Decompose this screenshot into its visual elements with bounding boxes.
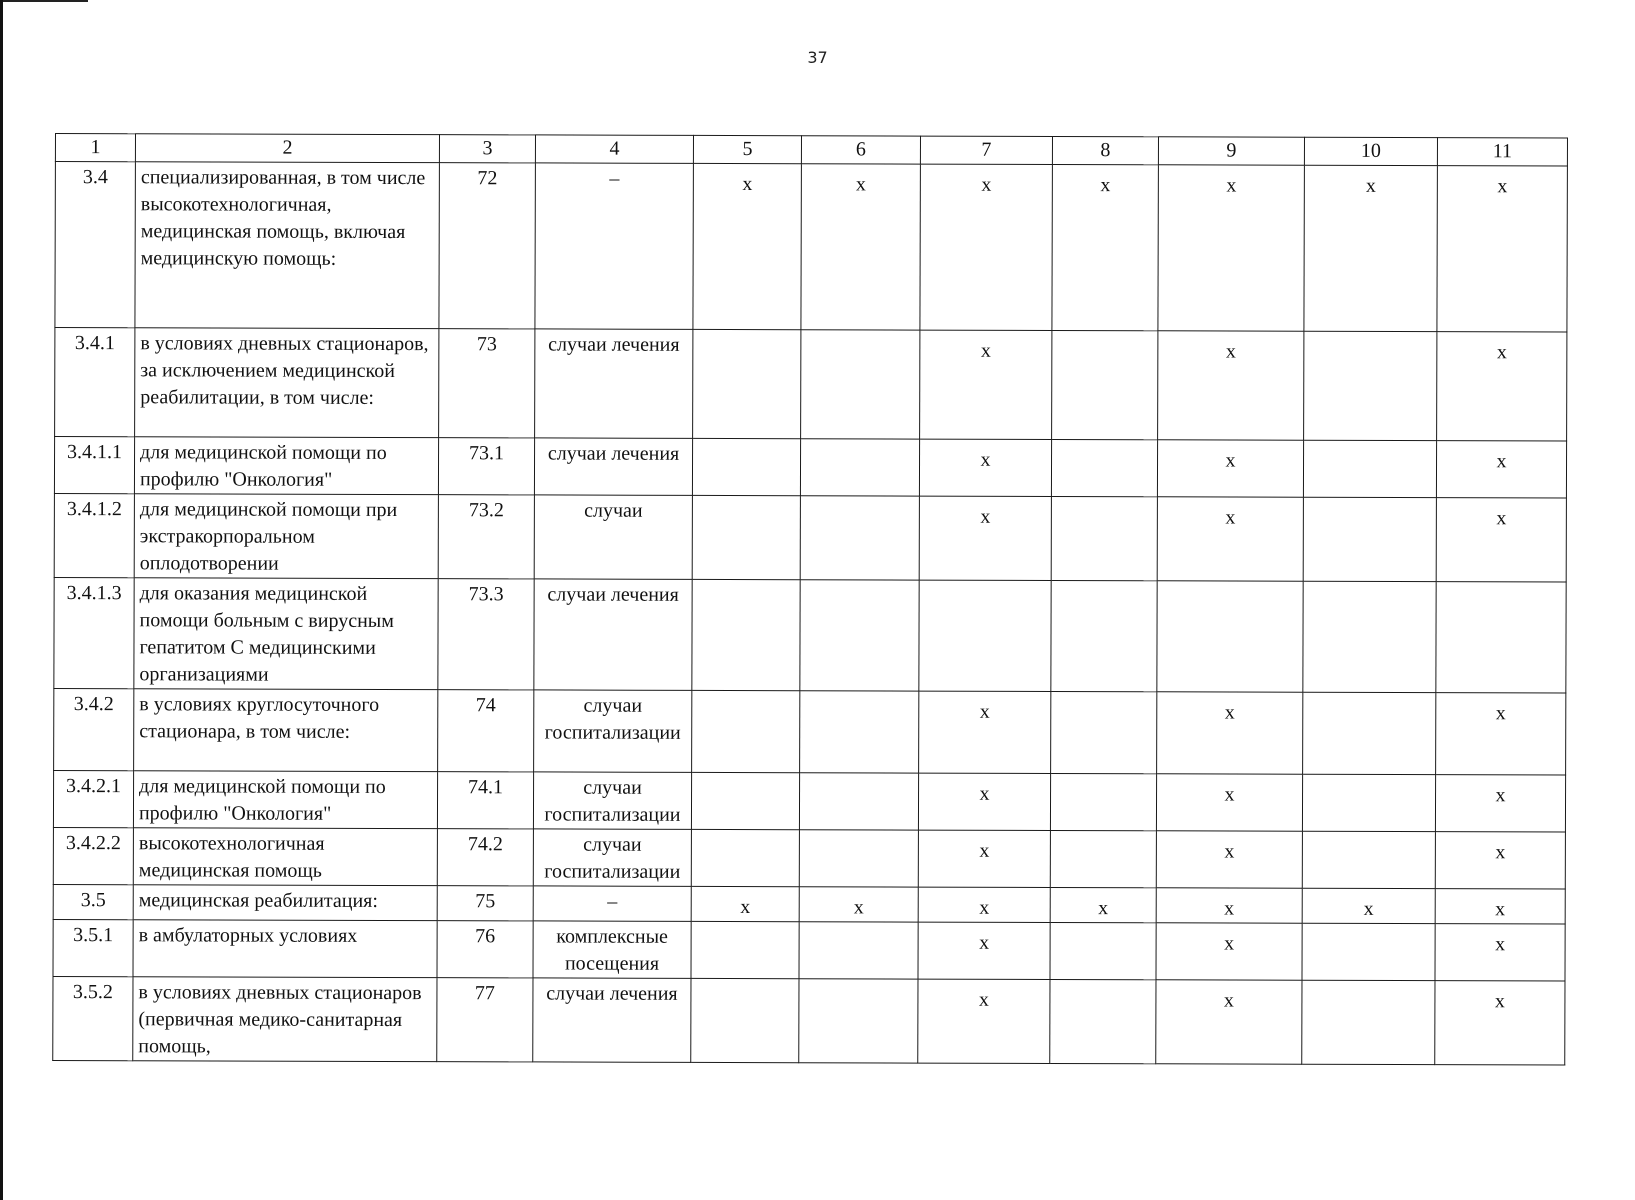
row-value-cell: х bbox=[1436, 693, 1566, 775]
row-value-cell: х bbox=[918, 773, 1050, 830]
row-value-cell: х bbox=[1304, 165, 1437, 331]
row-name-cell: в условиях дневных стационаров (первичная медико-санитарная помощь, bbox=[133, 977, 437, 1062]
row-value-cell bbox=[1051, 439, 1157, 496]
header-cell: 1 bbox=[55, 134, 135, 162]
row-name-cell: для медицинской помощи по профилю "Онкология" bbox=[134, 437, 438, 495]
row-value-cell bbox=[1302, 923, 1435, 980]
row-value-cell: х bbox=[918, 887, 1050, 922]
row-value-cell: х bbox=[920, 330, 1052, 439]
row-value-cell bbox=[1050, 773, 1156, 830]
row-value-cell bbox=[1303, 692, 1436, 774]
row-number-cell: 3.4.1 bbox=[55, 328, 135, 437]
row-value-cell bbox=[799, 773, 918, 830]
row-value-cell: х bbox=[799, 887, 918, 922]
row-value-cell: х bbox=[1437, 332, 1567, 441]
row-value-cell bbox=[1157, 581, 1303, 692]
row-unit-cell: – bbox=[533, 886, 691, 921]
row-value-cell bbox=[1303, 581, 1436, 692]
row-unit-cell: – bbox=[535, 163, 693, 329]
row-value-cell bbox=[692, 579, 800, 690]
row-value-cell: х bbox=[693, 163, 801, 329]
table-row bbox=[53, 976, 1565, 1064]
row-number-cell: 3.4.1.2 bbox=[54, 493, 134, 577]
table-row bbox=[53, 884, 1565, 923]
row-number-cell: 3.4.1.1 bbox=[54, 437, 134, 494]
row-value-cell: х bbox=[1052, 164, 1158, 330]
row-unit-cell: комплексные посещения bbox=[533, 921, 691, 978]
row-number-cell: 3.4 bbox=[55, 162, 135, 328]
header-cell: 7 bbox=[920, 136, 1052, 164]
row-value-cell: х bbox=[1157, 440, 1303, 497]
row-number-cell: 3.5.1 bbox=[53, 919, 133, 976]
row-code-cell: 72 bbox=[439, 163, 535, 329]
row-value-cell bbox=[1303, 497, 1436, 581]
row-code-cell: 76 bbox=[437, 921, 533, 978]
table-row bbox=[54, 437, 1566, 498]
row-value-cell: х bbox=[1156, 831, 1302, 888]
row-name-cell: в условиях дневных стационаров, за исключением медицинской реабилитации, в том числе: bbox=[135, 328, 439, 438]
row-value-cell: х bbox=[1156, 774, 1302, 831]
row-value-cell bbox=[800, 691, 919, 773]
row-name-cell: медицинская реабилитация: bbox=[133, 885, 437, 921]
scan-edge-mark bbox=[0, 0, 88, 2]
row-value-cell bbox=[799, 922, 918, 979]
header-cell: 8 bbox=[1052, 136, 1158, 164]
row-name-cell: высокотехнологичная медицинская помощь bbox=[133, 828, 437, 886]
row-number-cell: 3.4.2.2 bbox=[53, 827, 133, 884]
row-value-cell: х bbox=[1156, 923, 1302, 980]
row-value-cell: х bbox=[1436, 498, 1566, 582]
row-unit-cell: случаи госпитализации bbox=[533, 772, 691, 829]
header-cell: 5 bbox=[693, 135, 801, 163]
row-code-cell: 73.2 bbox=[438, 495, 534, 579]
document-table bbox=[52, 133, 1568, 1065]
row-value-cell: х bbox=[1158, 165, 1304, 331]
row-value-cell: х bbox=[920, 164, 1052, 330]
row-value-cell bbox=[800, 496, 919, 580]
row-number-cell: 3.4.1.3 bbox=[54, 577, 134, 688]
table-body bbox=[53, 134, 1568, 1065]
table-row bbox=[54, 577, 1566, 692]
row-value-cell: х bbox=[1435, 889, 1565, 924]
page-number: 37 bbox=[807, 48, 828, 67]
header-cell: 3 bbox=[439, 135, 535, 163]
row-value-cell bbox=[801, 330, 920, 439]
row-name-cell: для медицинской помощи по профилю "Онкология" bbox=[133, 771, 437, 829]
row-unit-cell: случаи bbox=[534, 495, 692, 579]
row-value-cell bbox=[1303, 440, 1436, 497]
row-value-cell bbox=[692, 690, 800, 772]
row-value-cell: х bbox=[1156, 980, 1302, 1064]
row-number-cell: 3.5.2 bbox=[53, 976, 133, 1060]
row-value-cell bbox=[1052, 330, 1158, 439]
row-value-cell: х bbox=[1437, 166, 1567, 332]
row-value-cell: х bbox=[918, 922, 1050, 979]
row-value-cell bbox=[1050, 922, 1156, 979]
row-value-cell: х bbox=[1435, 775, 1565, 832]
row-name-cell: в амбулаторных условиях bbox=[133, 920, 437, 978]
row-value-cell bbox=[692, 438, 800, 495]
row-value-cell bbox=[799, 830, 918, 887]
row-value-cell: х bbox=[1050, 887, 1156, 922]
header-cell: 11 bbox=[1437, 138, 1567, 166]
row-value-cell bbox=[691, 772, 799, 829]
row-name-cell: для медицинской помощи при экстракорпоральном оплодотворении bbox=[134, 494, 438, 579]
table-row bbox=[55, 162, 1567, 332]
row-code-cell: 75 bbox=[437, 886, 533, 921]
row-value-cell: х bbox=[691, 886, 799, 921]
row-code-cell: 73.1 bbox=[438, 438, 534, 495]
row-value-cell bbox=[800, 439, 919, 496]
row-unit-cell: случаи лечения bbox=[533, 978, 691, 1062]
table-row bbox=[53, 919, 1565, 980]
row-value-cell: х bbox=[1435, 981, 1565, 1065]
row-value-cell: х bbox=[801, 164, 920, 330]
row-value-cell bbox=[1302, 774, 1435, 831]
row-value-cell: х bbox=[1157, 497, 1303, 581]
row-value-cell bbox=[1304, 331, 1437, 440]
row-code-cell: 73 bbox=[439, 329, 535, 438]
row-value-cell bbox=[1050, 830, 1156, 887]
row-name-cell: в условиях круглосуточного стационара, в том числе: bbox=[134, 689, 438, 772]
row-code-cell: 74.2 bbox=[437, 829, 533, 886]
row-value-cell bbox=[1302, 831, 1435, 888]
header-cell: 10 bbox=[1304, 137, 1437, 165]
header-cell: 9 bbox=[1158, 137, 1304, 165]
row-value-cell bbox=[1302, 980, 1435, 1064]
row-value-cell: х bbox=[1435, 832, 1565, 889]
row-value-cell: х bbox=[918, 830, 1050, 887]
table-header-row bbox=[55, 134, 1567, 166]
row-value-cell bbox=[919, 580, 1051, 691]
row-unit-cell: случаи госпитализации bbox=[533, 829, 691, 886]
table-row bbox=[54, 493, 1566, 581]
row-value-cell bbox=[691, 829, 799, 886]
row-value-cell: х bbox=[1156, 888, 1302, 923]
row-value-cell bbox=[1051, 496, 1157, 580]
row-value-cell bbox=[693, 329, 801, 438]
header-cell: 2 bbox=[135, 134, 439, 163]
row-value-cell bbox=[799, 979, 918, 1063]
row-value-cell: х bbox=[1436, 441, 1566, 498]
row-unit-cell: случаи лечения bbox=[534, 579, 692, 690]
row-unit-cell: случаи лечения bbox=[534, 438, 692, 495]
table-row bbox=[53, 827, 1565, 888]
table-row bbox=[54, 688, 1566, 774]
row-unit-cell: случаи госпитализации bbox=[534, 690, 692, 772]
header-cell: 4 bbox=[535, 135, 693, 163]
row-value-cell: х bbox=[1157, 692, 1303, 774]
header-cell: 6 bbox=[801, 136, 920, 164]
row-value-cell bbox=[1050, 979, 1156, 1063]
row-number-cell: 3.4.2 bbox=[54, 688, 134, 770]
row-value-cell: х bbox=[918, 979, 1050, 1063]
row-code-cell: 77 bbox=[437, 978, 533, 1062]
table-row bbox=[53, 770, 1565, 831]
row-value-cell: х bbox=[919, 496, 1051, 580]
row-value-cell bbox=[691, 978, 799, 1062]
row-value-cell bbox=[691, 921, 799, 978]
row-value-cell: х bbox=[919, 691, 1051, 773]
row-code-cell: 73.3 bbox=[438, 579, 534, 690]
document-table-wrapper bbox=[52, 133, 1567, 1065]
row-unit-cell: случаи лечения bbox=[535, 329, 693, 438]
row-value-cell: х bbox=[1302, 888, 1435, 923]
row-value-cell bbox=[1051, 580, 1157, 691]
row-value-cell bbox=[1051, 691, 1157, 773]
row-number-cell: 3.5 bbox=[53, 884, 133, 919]
row-value-cell bbox=[1436, 582, 1566, 693]
row-name-cell: для оказания медицинской помощи больным с вирусным гепатитом С медицинскими организациями bbox=[134, 578, 438, 690]
row-value-cell: х bbox=[919, 439, 1051, 496]
row-value-cell: х bbox=[1158, 331, 1304, 440]
row-name-cell: специализированная, в том числе высокотехнологичная, медицинская помощь, включая медицинскую помощь: bbox=[135, 162, 439, 329]
scan-left-edge bbox=[0, 0, 3, 1200]
row-number-cell: 3.4.2.1 bbox=[53, 770, 133, 827]
row-value-cell bbox=[800, 580, 919, 691]
row-code-cell: 74.1 bbox=[437, 772, 533, 829]
table-row bbox=[55, 328, 1567, 441]
row-value-cell: х bbox=[1435, 924, 1565, 981]
row-code-cell: 74 bbox=[438, 690, 534, 772]
row-value-cell bbox=[692, 495, 800, 579]
